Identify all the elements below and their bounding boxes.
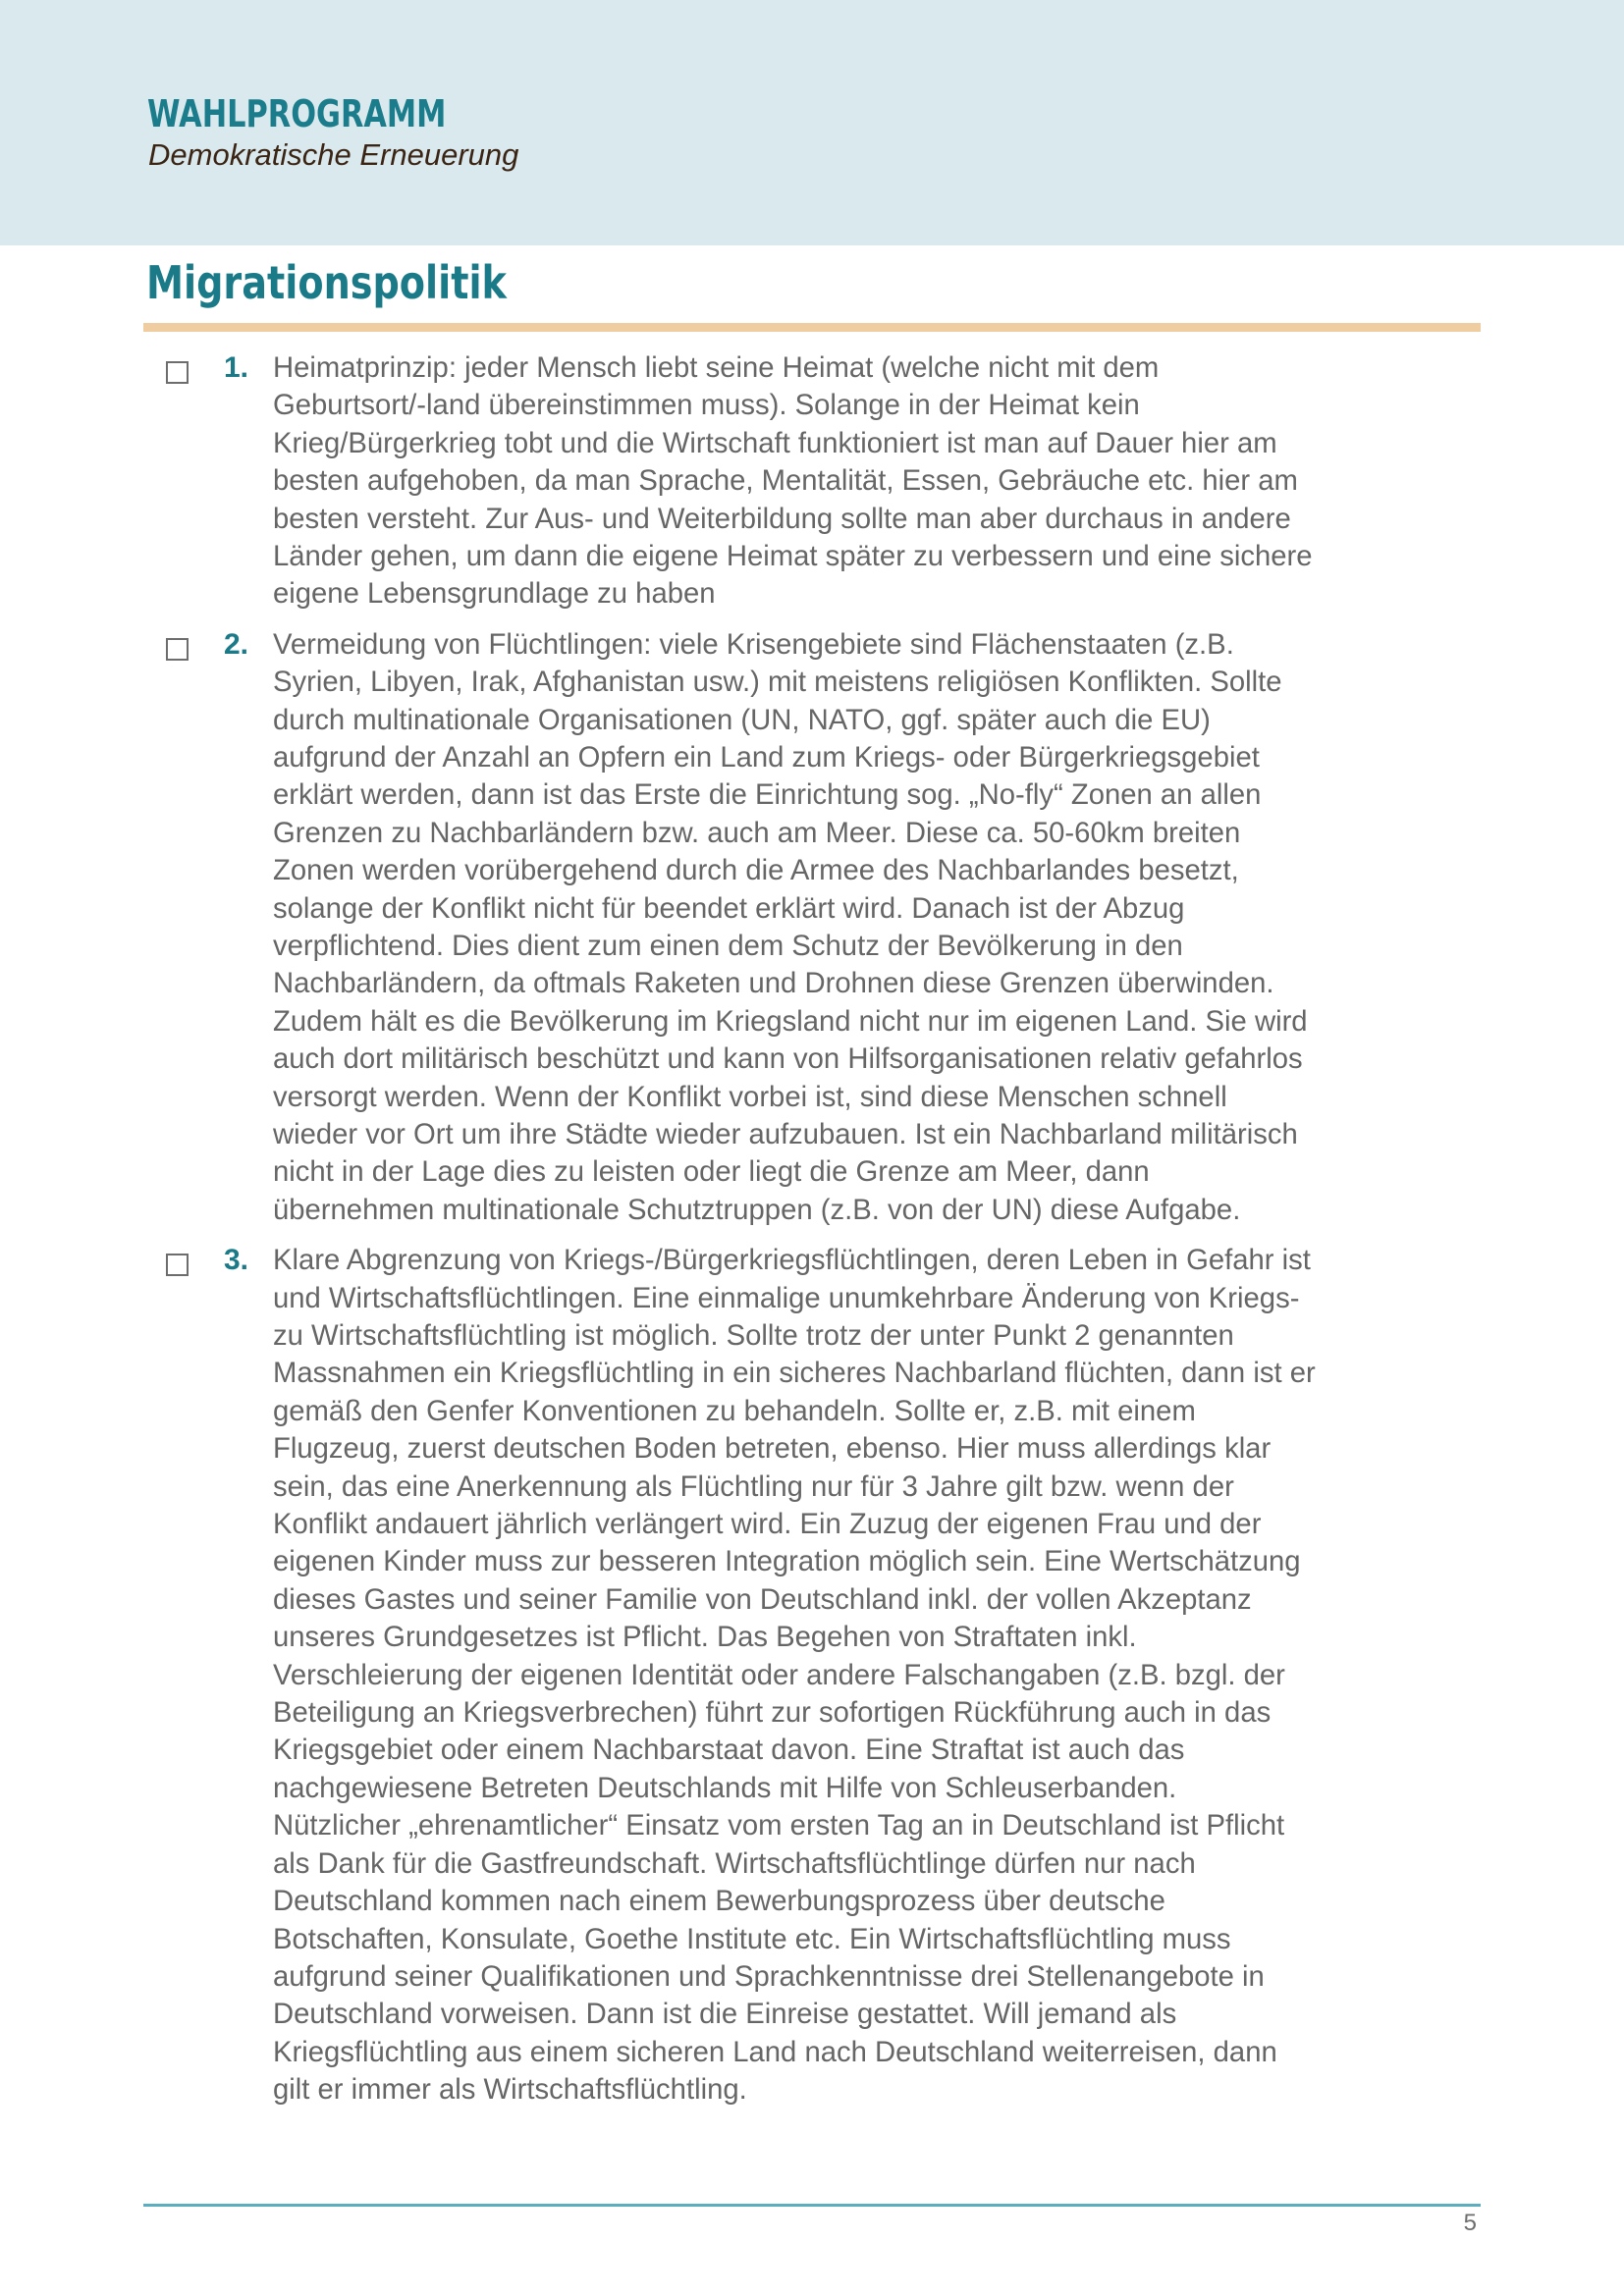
item-text-line: Deutschland vorweisen. Dann ist die Einreise gestattet. Will jemand als bbox=[273, 1998, 1177, 2031]
item-text-line: gilt er immer als Wirtschaftsflüchtling. bbox=[273, 2073, 747, 2107]
item-text-line: Vermeidung von Flüchtlingen: viele Krisengebiete sind Flächenstaaten (z.B. bbox=[273, 627, 1234, 661]
item-text-line: Massnahmen ein Kriegsflüchtling in ein sicheres Nachbarland flüchten, dann ist er bbox=[273, 1357, 1316, 1390]
item-text-line: Zudem hält es die Bevölkerung im Kriegsland nicht nur im eigenen Land. Sie wird bbox=[273, 1004, 1308, 1038]
item-text-line: besten versteht. Zur Aus- und Weiterbildung sollte man aber durchaus in andere bbox=[273, 502, 1291, 535]
page-number: 5 bbox=[1463, 2210, 1477, 2236]
item-text-line: zu Wirtschaftsflüchtling ist möglich. Sollte trotz der unter Punkt 2 genannten bbox=[273, 1319, 1234, 1352]
item-text-line: unseres Grundgesetzes ist Pflicht. Das Begehen von Straftaten inkl. bbox=[273, 1621, 1137, 1654]
item-text bbox=[273, 1242, 1490, 2109]
item-number: 1. bbox=[224, 351, 249, 384]
item-text-line: Beteiligung an Kriegsverbrechen) führt zur sofortigen Rückführung auch in das bbox=[273, 1696, 1272, 1730]
item-number: 3. bbox=[224, 1244, 249, 1277]
item-text-line: Nützlicher „ehrenamtlicher“ Einsatz vom ersten Tag an in Deutschland ist Pflicht bbox=[273, 1809, 1285, 1842]
item-text-line: auch dort militärisch beschützt und kann von Hilfsorganisationen relativ gefahrlos bbox=[273, 1042, 1303, 1076]
item-number: 2. bbox=[224, 627, 249, 661]
item-text bbox=[273, 349, 1490, 614]
item-text-line: solange der Konflikt nicht für beendet erklärt wird. Danach ist der Abzug bbox=[273, 891, 1185, 925]
item-text-line: Deutschland kommen nach einem Bewerbungsprozess über deutsche bbox=[273, 1885, 1165, 1918]
title-divider bbox=[143, 323, 1481, 332]
item-text bbox=[273, 626, 1490, 1230]
item-text-line: Heimatprinzip: jeder Mensch liebt seine Heimat (welche nicht mit dem bbox=[273, 351, 1160, 384]
item-text-line: verpflichtend. Dies dient zum einen dem Schutz der Bevölkerung in den bbox=[273, 930, 1183, 963]
item-text-line: nachgewiesene Betreten Deutschlands mit Hilfe von Schleuserbanden. bbox=[273, 1771, 1177, 1804]
item-text-line: Verschleierung der eigenen Identität oder andere Falschangaben (z.B. bzgl. der bbox=[273, 1658, 1285, 1691]
item-text-line: sein, das eine Anerkennung als Flüchtling nur für 3 Jahre gilt bzw. wenn der bbox=[273, 1469, 1234, 1503]
item-text-line: nicht in der Lage dies zu leisten oder liegt die Grenze am Meer, dann bbox=[273, 1155, 1150, 1189]
item-text-line: gemäß den Genfer Konventionen zu behandeln. Sollte er, z.B. mit einem bbox=[273, 1394, 1196, 1427]
item-text-line: Zonen werden vorübergehend durch die Armee des Nachbarlandes besetzt, bbox=[273, 854, 1239, 887]
item-text-line: wieder vor Ort um ihre Städte wieder aufzubauen. Ist ein Nachbarland militärisch bbox=[273, 1118, 1298, 1151]
item-text-line: besten aufgehoben, da man Sprache, Mentalität, Essen, Gebräuche etc. hier am bbox=[273, 464, 1298, 498]
item-text-line: dieses Gastes und seiner Familie von Deutschland inkl. der vollen Akzeptanz bbox=[273, 1582, 1252, 1616]
item-text-line: Kriegsgebiet oder einem Nachbarstaat davon. Eine Straftat ist auch das bbox=[273, 1734, 1185, 1767]
item-text-line: Klare Abgrenzung von Kriegs-/Bürgerkriegsflüchtlingen, deren Leben in Gefahr ist bbox=[273, 1244, 1311, 1277]
program-subtitle: Demokratische Erneuerung bbox=[148, 137, 519, 172]
section-title: Migrationspolitik bbox=[146, 256, 507, 309]
item-text-line: Syrien, Libyen, Irak, Afghanistan usw.) mit meistens religiösen Konflikten. Sollte bbox=[273, 666, 1282, 699]
item-text-line: Flugzeug, zuerst deutschen Boden betreten, ebenso. Hier muss allerdings klar bbox=[273, 1432, 1272, 1466]
item-text-line: Konflikt andauert jährlich verlängert wird. Ein Zuzug der eigenen Frau und der bbox=[273, 1508, 1262, 1541]
item-text-line: Nachbarländern, da oftmals Raketen und Drohnen diese Grenzen überwinden. bbox=[273, 967, 1274, 1000]
item-text-line: aufgrund seiner Qualifikationen und Sprachkenntnisse drei Stellenangebote in bbox=[273, 1959, 1265, 1993]
item-text-line: Kriegsflüchtling aus einem sicheren Land nach Deutschland weiterreisen, dann bbox=[273, 2035, 1277, 2068]
item-text-line: Botschaften, Konsulate, Goethe Institute etc. Ein Wirtschaftsflüchtling muss bbox=[273, 1922, 1231, 1955]
item-text-line: durch multinationale Organisationen (UN, NATO, ggf. später auch die EU) bbox=[273, 703, 1211, 736]
footer-divider bbox=[143, 2204, 1481, 2207]
item-text-line: Länder gehen, um dann die eigene Heimat später zu verbessern und eine sichere bbox=[273, 540, 1313, 573]
item-text-line: eigenen Kinder muss zur besseren Integration möglich sein. Eine Wertschätzung bbox=[273, 1545, 1301, 1578]
item-text-line: versorgt werden. Wenn der Konflikt vorbei ist, sind diese Menschen schnell bbox=[273, 1080, 1227, 1113]
program-title: WAHLPROGRAMM bbox=[147, 92, 447, 135]
item-text-line: Grenzen zu Nachbarländern bzw. auch am Meer. Diese ca. 50-60km breiten bbox=[273, 816, 1241, 849]
item-text-line: übernehmen multinationale Schutztruppen (z.B. von der UN) diese Aufgabe. bbox=[273, 1193, 1241, 1226]
item-text-line: eigene Lebensgrundlage zu haben bbox=[273, 577, 716, 611]
item-text-line: als Dank für die Gastfreundschaft. Wirtschaftsflüchtlinge dürfen nur nach bbox=[273, 1846, 1196, 1880]
header-band bbox=[0, 0, 1624, 245]
checkbox[interactable] bbox=[166, 638, 189, 661]
item-text-line: erklärt werden, dann ist das Erste die Einrichtung sog. „No-fly“ Zonen an allen bbox=[273, 778, 1262, 812]
item-text-line: aufgrund der Anzahl an Opfern ein Land zum Kriegs- oder Bürgerkriegsgebiet bbox=[273, 741, 1260, 774]
checkbox[interactable] bbox=[166, 361, 189, 384]
item-text-line: Geburtsort/-land übereinstimmen muss). Solange in der Heimat kein bbox=[273, 389, 1140, 422]
item-text-line: Krieg/Bürgerkrieg tobt und die Wirtschaft funktioniert ist man auf Dauer hier am bbox=[273, 426, 1277, 459]
item-text-line: und Wirtschaftsflüchtlingen. Eine einmalige unumkehrbare Änderung von Kriegs- bbox=[273, 1281, 1300, 1314]
checkbox[interactable] bbox=[166, 1254, 189, 1276]
